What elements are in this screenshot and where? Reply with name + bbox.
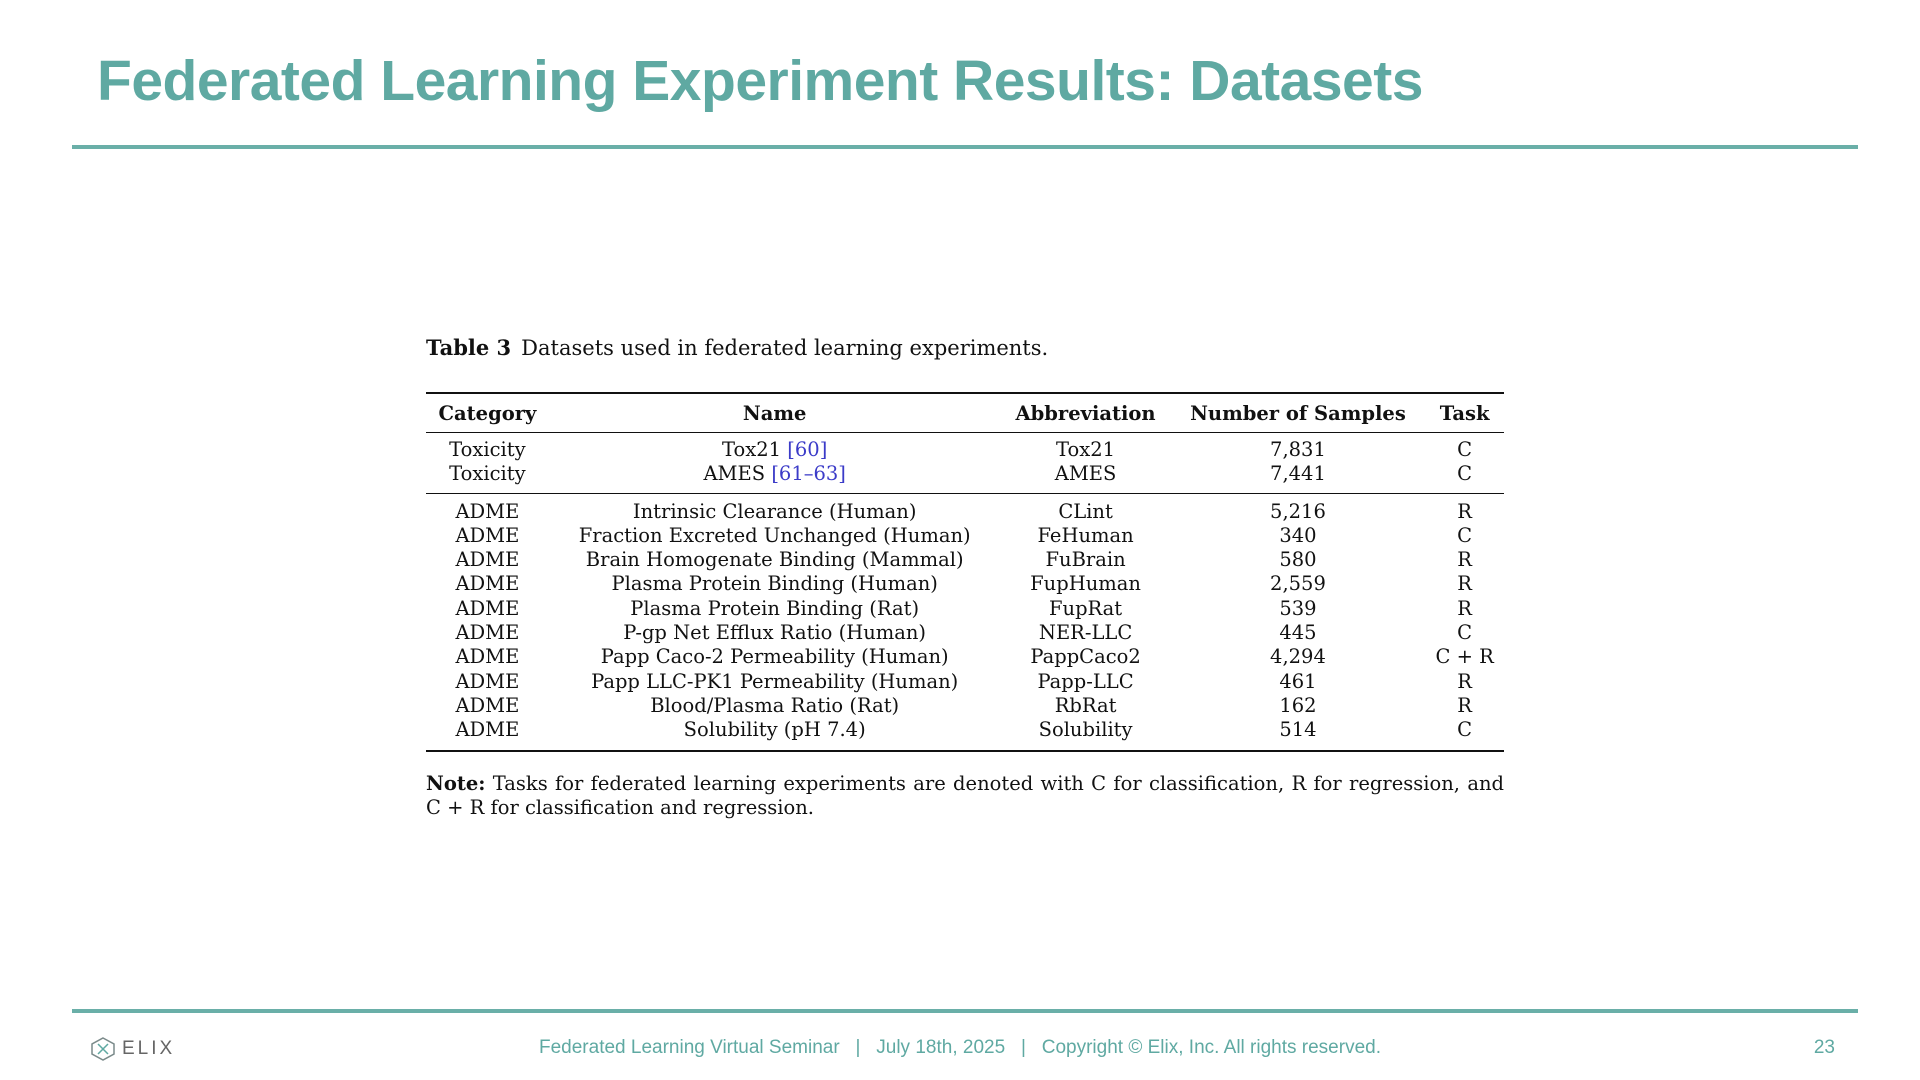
title-divider [72,145,1858,149]
caption-label: Table 3 [426,335,512,360]
cell-category: ADME [455,693,520,717]
table-caption [426,330,1504,366]
cell-samples: 7,831 [1270,438,1326,461]
header-abbreviation: Abbreviation [1015,401,1156,425]
cell-task: R [1457,596,1472,620]
table-note [426,772,1504,821]
header-category: Category [438,401,537,425]
cell-samples: 340 [1279,523,1317,547]
cell-name: Intrinsic Clearance (Human) [632,499,917,523]
cell-name: Papp LLC-PK1 Permeability (Human) [591,669,959,693]
cell-abbreviation: FuBrain [1045,548,1126,572]
cell-samples: 539 [1279,596,1317,620]
page-number: 23 [1813,1037,1835,1058]
caption-text: Datasets used in federated learning experiments. [521,336,1049,360]
cell-task: R [1457,548,1472,572]
table-row [426,694,1504,718]
cell-name: Solubility (pH 7.4) [683,718,866,742]
cell-abbreviation: FupHuman [1030,572,1141,596]
cell-abbreviation: RbRat [1054,693,1117,717]
cell-name [549,462,1001,493]
toxicity-group [426,433,1504,494]
footer-info: Federated Learning Virtual Seminar | July 18th, 2025 | Copyright © Elix, Inc. All rights reserved. [539,1037,1381,1058]
cell-abbreviation: FeHuman [1037,523,1134,547]
cell-name: P-gp Net Efflux Ratio (Human) [623,621,927,645]
cell-abbreviation: NER-LLC [1038,621,1133,645]
cell-task: C [1457,462,1473,486]
table-row [426,548,1504,572]
cell-task: C [1457,718,1473,742]
cell-category: ADME [455,669,520,693]
cell-task: R [1457,499,1472,523]
cell-abbreviation: Solubility [1038,718,1133,742]
footer-divider [72,1009,1858,1013]
cell-name-text: AMES [703,462,766,486]
table-row [426,462,1504,493]
header-samples: Number of Samples [1190,401,1406,425]
header-name: Name [742,401,807,425]
cell-samples: 4,294 [1270,645,1326,669]
cell-name: Blood/Plasma Ratio (Rat) [650,693,900,717]
cell-name: Plasma Protein Binding (Rat) [630,596,920,620]
cell-samples: 5,216 [1270,499,1326,523]
cell-task: C [1457,438,1473,461]
cell-name [549,433,1001,463]
datasets-table [426,392,1504,752]
cell-category: ADME [455,499,520,523]
cell-samples: 7,441 [1270,462,1326,486]
cell-samples: 2,559 [1270,572,1326,596]
cell-category: ADME [455,718,520,742]
cell-task: R [1457,669,1472,693]
table-row [426,718,1504,750]
citation-link[interactable]: [61–63] [771,462,846,486]
adme-group [426,493,1504,750]
cell-abbreviation: AMES [1054,462,1117,486]
cell-task: C + R [1435,645,1494,669]
cell-name: Fraction Excreted Unchanged (Human) [578,523,971,547]
cell-abbreviation: FupRat [1048,596,1123,620]
table-row [426,433,1504,463]
cell-samples: 514 [1279,718,1317,742]
cell-name: Plasma Protein Binding (Human) [611,572,938,596]
cell-abbreviation: CLint [1058,499,1113,523]
cell-task: C [1457,523,1473,547]
cell-task: C [1457,621,1473,645]
cell-samples: 461 [1279,669,1317,693]
cell-category: ADME [455,596,520,620]
cell-abbreviation: PappCaco2 [1030,645,1141,669]
table-header-row [426,393,1504,433]
cell-samples: 162 [1279,693,1317,717]
cell-category: Toxicity [449,462,526,486]
slide-title: Federated Learning Experiment Results: Datasets [97,49,1423,113]
table-row [426,670,1504,694]
cell-samples: 445 [1279,621,1317,645]
note-text: Tasks for federated learning experiments are denoted with C for classification, R for regression, and C + R for classification and regression. [426,771,1504,820]
table-row [426,493,1504,524]
cell-category: Toxicity [449,438,526,461]
table-figure [426,330,1504,821]
header-task: Task [1439,401,1490,425]
logo-wordmark: ELIX [122,1038,176,1059]
table-row [426,572,1504,596]
cell-category: ADME [455,645,520,669]
cell-category: ADME [455,548,520,572]
cell-task: R [1457,572,1472,596]
table-row [426,621,1504,645]
cell-name-text: Tox21 [722,438,782,461]
cell-category: ADME [455,621,520,645]
cell-category: ADME [455,572,520,596]
table-row [426,645,1504,669]
table-row [426,597,1504,621]
citation-link[interactable]: [60] [787,438,828,461]
cell-samples: 580 [1279,548,1317,572]
cell-name: Brain Homogenate Binding (Mammal) [585,548,964,572]
table-row [426,524,1504,548]
cell-abbreviation: Tox21 [1056,438,1116,461]
cell-task: R [1457,693,1472,717]
cell-name: Papp Caco-2 Permeability (Human) [600,645,949,669]
cell-abbreviation: Papp-LLC [1037,669,1134,693]
note-label: Note: [426,771,486,795]
cell-category: ADME [455,523,520,547]
